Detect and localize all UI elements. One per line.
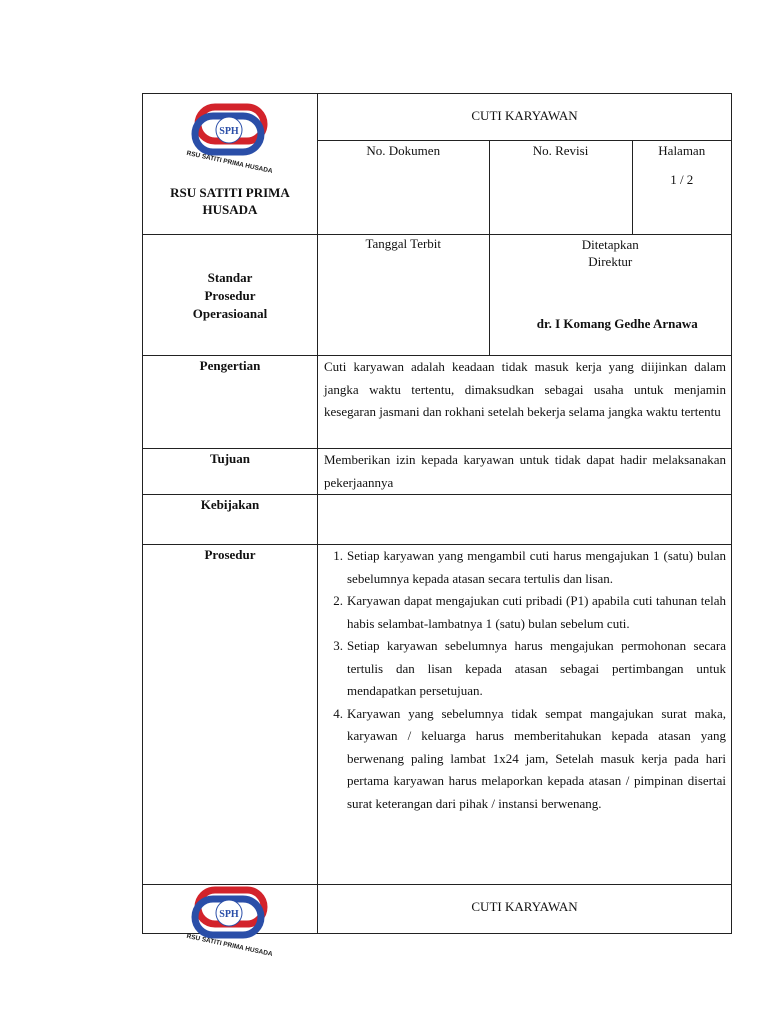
direktur-name: dr. I Komang Gedhe Arnawa	[536, 316, 698, 331]
title-meta-cell	[318, 94, 732, 235]
logo-badge-text: SPH	[219, 126, 239, 137]
prosedur-list	[318, 545, 731, 815]
no-revisi-cell	[489, 141, 632, 234]
halaman-value: 1 / 2	[670, 172, 694, 187]
no-dokumen-label: No. Dokumen	[366, 143, 441, 158]
no-revisi-label: No. Revisi	[532, 143, 589, 158]
prosedur-item-number: 4.	[333, 705, 343, 721]
footer-logo-cell	[143, 885, 318, 958]
footer-hospital-logo	[185, 887, 274, 958]
pengertian-label: Pengertian	[199, 358, 261, 373]
sop-document-table	[142, 93, 732, 958]
pengertian-label-cell	[143, 356, 318, 449]
prosedur-item-number: 1.	[333, 548, 343, 563]
prosedur-label-cell	[143, 545, 318, 885]
ditetapkan-label: Ditetapkan	[581, 237, 639, 252]
kebijakan-label-cell	[143, 495, 318, 545]
footer-title-cell	[318, 885, 732, 934]
footer-logo-ring-text: RSU SATITI PRIMA HUSADA	[185, 932, 274, 958]
tujuan-label: Tujuan	[210, 451, 250, 466]
approval-cell	[318, 235, 732, 356]
tanggal-terbit-cell	[318, 235, 489, 355]
direktur-label: Direktur	[588, 254, 633, 269]
prosedur-label: Prosedur	[204, 547, 256, 562]
sph-hospital-logo-icon	[185, 104, 274, 175]
sph-hospital-logo-icon	[185, 887, 274, 958]
pengertian-text-cell	[318, 356, 732, 449]
kebijakan-text-cell	[318, 495, 732, 545]
hospital-cell	[143, 94, 318, 235]
tujuan-label-cell	[143, 449, 318, 495]
prosedur-item-number: 3.	[333, 638, 343, 653]
doc-meta-table	[318, 141, 731, 234]
prosedur-item-text: Karyawan yang sebelumnya tidak sempat mangajukan surat maka, karyawan / keluarga harus memberitahukan kepada atasan yang berwenang paling lambat 1x24 jam, Setelah masuk kerja pada hari pertama karyawan harus melaporkan kepada atasan / pimpinan disertai surat keterangan dari pihak / instansi berwenang.	[347, 705, 726, 811]
sop-label-cell	[143, 235, 318, 356]
doc-title: CUTI KARYAWAN	[318, 94, 731, 141]
halaman-cell	[632, 141, 731, 234]
no-dokumen-cell	[318, 141, 489, 234]
prosedur-item-text: Karyawan dapat mengajukan cuti pribadi (P1) apabila cuti tahunan telah habis selambat-lambatnya 1 (satu) bulan sebelum cuti.	[347, 593, 726, 631]
prosedur-item-text: Setiap karyawan sebelumnya harus mengajukan permohonan secara tertulis dan lisan kepada atasan sebagai pertimbangan untuk mendapatkan persetujuan.	[347, 638, 726, 698]
footer-logo-badge-text: SPH	[219, 909, 239, 920]
ditetapkan-cell	[489, 235, 731, 355]
tujuan-text-cell	[318, 449, 732, 495]
logo-ring-text: RSU SATITI PRIMA HUSADA	[185, 149, 274, 175]
prosedur-item	[318, 545, 731, 590]
kebijakan-label: Kebijakan	[200, 497, 260, 512]
prosedur-item	[318, 703, 731, 816]
prosedur-item-text: Setiap karyawan yang mengambil cuti harus mengajukan 1 (satu) bulan sebelumnya kepada atasan secara tertulis dan lisan.	[347, 548, 726, 586]
sop-label-operasional: Operasioanal	[192, 306, 268, 321]
prosedur-item	[318, 635, 731, 703]
hospital-name: RSU SATITI PRIMA HUSADA	[170, 185, 290, 217]
halaman-label: Halaman	[658, 143, 706, 158]
sop-label-standar: Standar	[207, 270, 253, 285]
approval-table	[318, 235, 731, 355]
sop-label-prosedur: Prosedur	[204, 288, 256, 303]
pengertian-text: Cuti karyawan adalah keadaan tidak masuk kerja yang diijinkan dalam jangka waktu tertentu, dimaksudkan sebagai usaha untuk menjamin kesegaran jasmani dan rokhani setelah bekerja selama jangka waktu tertentu	[324, 359, 726, 419]
tujuan-text: Memberikan izin kepada karyawan untuk tidak dapat hadir melaksanakan pekerjaannya	[324, 452, 726, 490]
prosedur-item	[318, 590, 731, 635]
hospital-logo	[185, 104, 274, 175]
prosedur-item-number: 2.	[333, 593, 343, 608]
prosedur-list-cell	[318, 545, 732, 885]
tanggal-terbit-label: Tanggal Terbit	[365, 236, 442, 251]
footer-doc-title: CUTI KARYAWAN	[471, 899, 578, 914]
